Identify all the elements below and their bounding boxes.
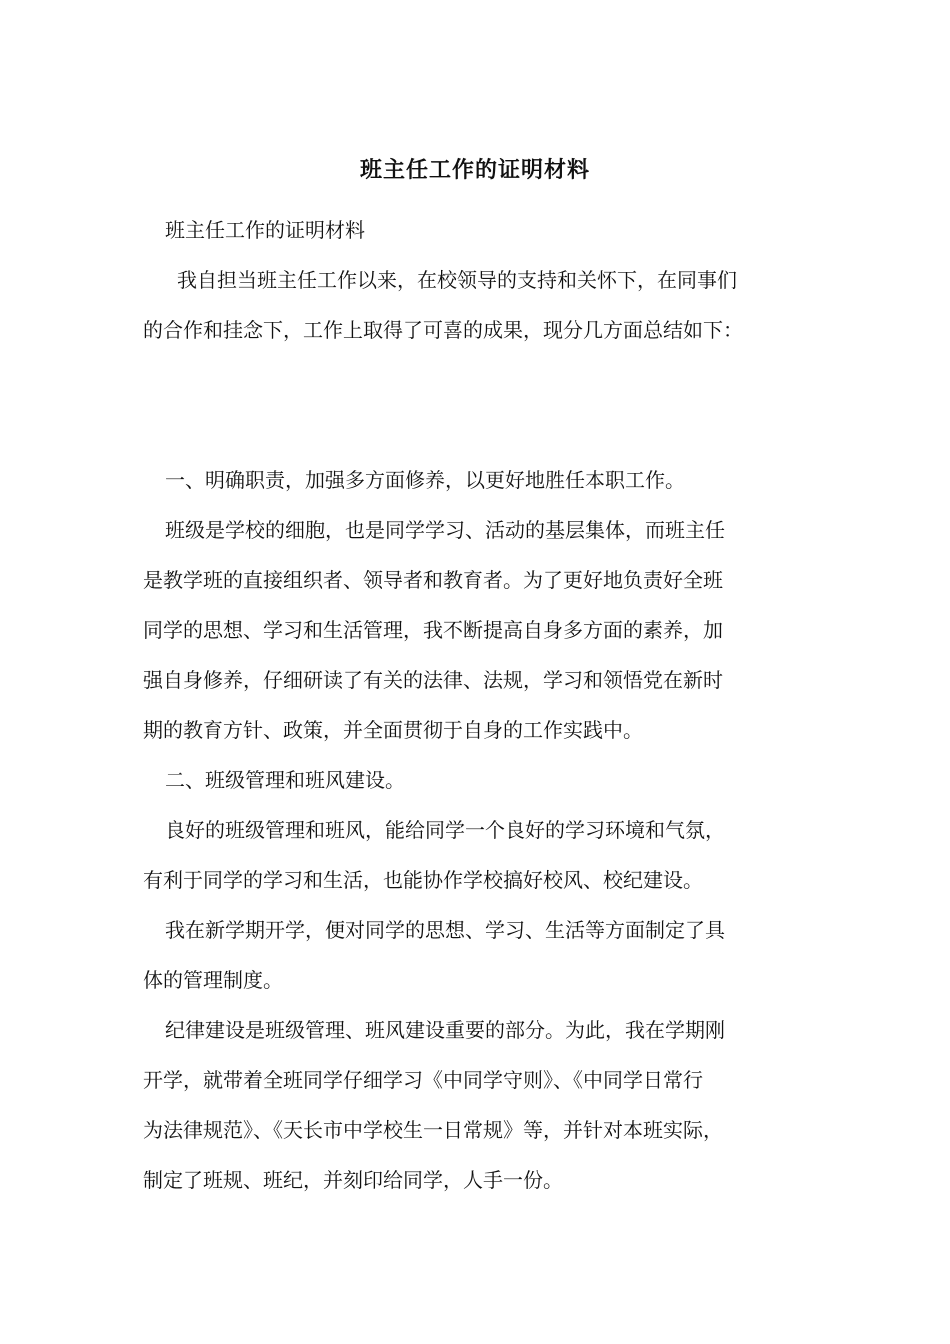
paragraph-line: 强自身修养，仔细研读了有关的法律、法规，学习和领悟党在新时 (143, 668, 723, 692)
paragraph-line: 开学，就带着全班同学仔细学习《中同学守则》、《中同学日常行 (143, 1068, 703, 1092)
paragraph-line: 的合作和挂念下，工作上取得了可喜的成果，现分几方面总结如下： (143, 318, 743, 342)
section-heading-2: 二、班级管理和班风建设。 (165, 768, 405, 792)
paragraph-line: 我在新学期开学，便对同学的思想、学习、生活等方面制定了具 (165, 918, 725, 942)
paragraph-line: 班级是学校的细胞，也是同学学习、活动的基层集体，而班主任 (165, 518, 725, 542)
paragraph-line: 期的教育方针、政策，并全面贯彻于自身的工作实践中。 (143, 718, 643, 742)
paragraph-line: 体的管理制度。 (143, 968, 283, 992)
page-title: 班主任工作的证明材料 (359, 157, 590, 183)
paragraph-line: 是教学班的直接组织者、领导者和教育者。为了更好地负责好全班 (143, 568, 723, 592)
section-heading-1: 一、明确职责，加强多方面修养，以更好地胜任本职工作。 (165, 468, 685, 492)
paragraph-line: 同学的思想、学习和生活管理，我不断提高自身多方面的素养，加 (143, 618, 723, 642)
paragraph-line: 有利于同学的学习和生活，也能协作学校搞好校风、校纪建设。 (143, 868, 703, 892)
paragraph-line: 良好的班级管理和班风，能给同学一个良好的学习环境和气氛， (165, 818, 725, 842)
subtitle-line: 班主任工作的证明材料 (165, 218, 365, 242)
paragraph-line: 纪律建设是班级管理、班风建设重要的部分。为此，我在学期刚 (165, 1018, 725, 1042)
paragraph-line: 我自担当班主任工作以来，在校领导的支持和关怀下，在同事们 (177, 268, 737, 292)
paragraph-line: 为法律规范》、《天长市中学校生一日常规》等，并针对本班实际， (143, 1118, 723, 1142)
paragraph-line: 制定了班规、班纪，并刻印给同学，人手一份。 (143, 1168, 563, 1192)
document-body (143, 205, 823, 1205)
blank-space (143, 355, 823, 455)
